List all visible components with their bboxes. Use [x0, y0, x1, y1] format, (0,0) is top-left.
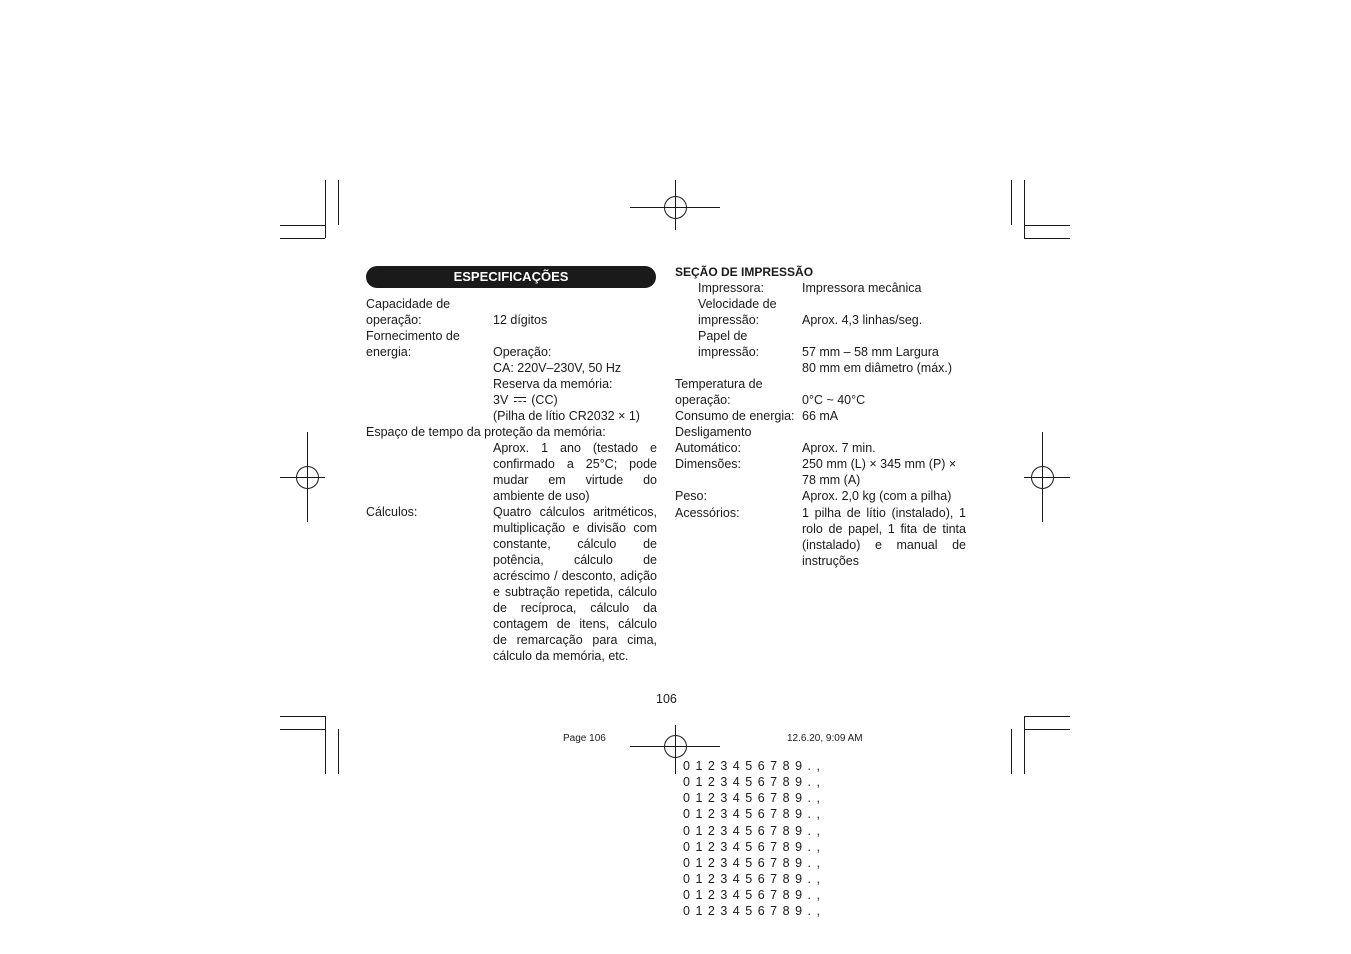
spec-label: Espaço de tempo da proteção da memória:	[366, 425, 606, 439]
registration-mark-right	[1024, 432, 1070, 522]
footer-timestamp: 12.6.20, 9:09 AM	[787, 733, 863, 744]
spec-label: operação:	[366, 313, 422, 327]
spec-label: operação:	[675, 393, 731, 407]
spec-value: CA: 220V–230V, 50 Hz	[493, 361, 622, 375]
calc-line: constante, cálculo de	[493, 537, 657, 551]
battery-type: (CC)	[531, 393, 558, 407]
print-section-title: SEÇÃO DE IMPRESSÃO	[675, 265, 814, 279]
spec-value: Reserva da memória:	[493, 377, 613, 391]
digit-row: 0123456789.,	[683, 759, 826, 773]
accessories-line: (instalado) e manual de	[802, 538, 966, 552]
spec-value: (Pilha de lítio CR2032 × 1)	[493, 409, 640, 423]
accessories-line: instruções	[802, 554, 859, 568]
memory-protection-line: ambiente de uso)	[493, 489, 590, 503]
spec-value: Operação:	[493, 345, 552, 359]
spec-value: 12 dígitos	[493, 313, 548, 327]
digit-row: 0123456789.,	[683, 791, 826, 805]
spec-value: 78 mm (A)	[802, 473, 861, 487]
memory-battery-value	[493, 392, 558, 408]
digit-row: 0123456789.,	[683, 888, 826, 902]
spec-label: impressão:	[698, 313, 760, 327]
calc-line: potência, cálculo de	[493, 553, 657, 567]
spec-label: energia:	[366, 345, 412, 359]
spec-label: Peso:	[675, 489, 707, 503]
spec-value: Impressora mecânica	[802, 281, 922, 295]
spec-label: Impressora:	[698, 281, 764, 295]
spec-label: Velocidade de	[698, 297, 777, 311]
memory-protection-line: Aprox. 1 ano (testado e	[493, 441, 657, 455]
spec-label: impressão:	[698, 345, 760, 359]
digit-row: 0123456789.,	[683, 840, 826, 854]
spec-label: Papel de	[698, 329, 748, 343]
spec-label: Consumo de energia:	[675, 409, 795, 423]
calc-line: acréscimo / desconto, adição	[493, 569, 657, 583]
spec-label: Temperatura de	[675, 377, 763, 391]
spec-label: Cálculos:	[366, 505, 418, 519]
spec-value: Aprox. 7 min.	[802, 441, 876, 455]
calc-line: cálculo da memória, etc.	[493, 649, 629, 663]
digit-row: 0123456789.,	[683, 824, 826, 838]
calc-line: multiplicação e divisão com	[493, 521, 657, 535]
specifications-header: ESPECIFICAÇÕES	[366, 266, 656, 288]
digit-row: 0123456789.,	[683, 904, 826, 918]
spec-value: 57 mm – 58 mm Largura	[802, 345, 939, 359]
spec-value: 0°C ~ 40°C	[802, 393, 866, 407]
calc-line: de remarcação para cima,	[493, 633, 657, 647]
spec-label: Desligamento	[675, 425, 752, 439]
spec-label: Capacidade de	[366, 297, 451, 311]
calc-line: Quatro cálculos aritméticos,	[493, 505, 657, 519]
accessories-line: 1 pilha de lítio (instalado), 1	[802, 506, 966, 520]
digit-row: 0123456789.,	[683, 807, 826, 821]
page-number: 106	[656, 692, 677, 706]
spec-label: Dimensões:	[675, 457, 741, 471]
spec-label: Automático:	[675, 441, 742, 455]
registration-mark-top	[630, 180, 720, 230]
spec-label: Acessórios:	[675, 506, 740, 520]
accessories-line: rolo de papel, 1 fita de tinta	[802, 522, 966, 536]
digit-row: 0123456789.,	[683, 872, 826, 886]
spec-value: 80 mm em diâmetro (máx.)	[802, 361, 953, 375]
calc-line: contagem de itens, cálculo	[493, 617, 657, 631]
spec-label: Fornecimento de	[366, 329, 460, 343]
spec-value: Aprox. 4,3 linhas/seg.	[802, 313, 923, 327]
memory-protection-line: confirmado a 25°C; pode	[493, 457, 657, 471]
digit-row: 0123456789.,	[683, 856, 826, 870]
spec-value: 66 mA	[802, 409, 839, 423]
calc-line: e subtração repetida, cálculo	[493, 585, 657, 599]
battery-voltage: 3V	[493, 393, 509, 407]
dc-symbol-icon	[514, 391, 526, 399]
registration-mark-left	[280, 432, 325, 522]
memory-protection-line: mudar em virtude do	[493, 473, 657, 487]
footer-page-label: Page 106	[563, 733, 606, 744]
spec-value: Aprox. 2,0 kg (com a pilha)	[802, 489, 952, 503]
digit-row: 0123456789.,	[683, 775, 826, 789]
spec-value: 250 mm (L) × 345 mm (P) ×	[802, 457, 957, 471]
calc-line: de recíproca, cálculo da	[493, 601, 657, 615]
